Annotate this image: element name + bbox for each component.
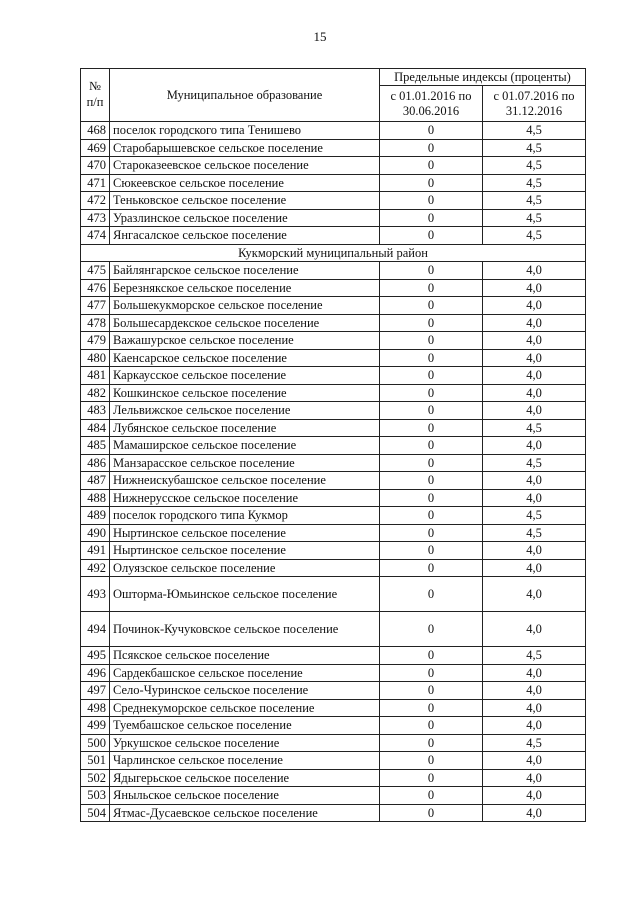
table-row xyxy=(81,122,586,140)
index-period-1: 0 xyxy=(380,437,483,455)
table-row xyxy=(81,804,586,822)
municipality-name: Ядыгерьское сельское поселение xyxy=(110,769,380,787)
municipality-name: Олуязское сельское поселение xyxy=(110,559,380,577)
table-row xyxy=(81,559,586,577)
index-period-1: 0 xyxy=(380,647,483,665)
index-period-1: 0 xyxy=(380,472,483,490)
index-period-1: 0 xyxy=(380,209,483,227)
index-period-1: 0 xyxy=(380,752,483,770)
table-row xyxy=(81,192,586,210)
table-row xyxy=(81,402,586,420)
municipality-name: Яныльское сельское поселение xyxy=(110,787,380,805)
row-number: 504 xyxy=(81,804,110,822)
municipality-name: Туембашское сельское поселение xyxy=(110,717,380,735)
table-row xyxy=(81,332,586,350)
municipality-name: Большесардекское сельское поселение xyxy=(110,314,380,332)
table-row xyxy=(81,279,586,297)
table-row xyxy=(81,367,586,385)
municipality-name: Ошторма-Юмьинское сельское поселение xyxy=(110,577,380,612)
municipality-name: Березнякское сельское поселение xyxy=(110,279,380,297)
index-period-2: 4,0 xyxy=(483,559,586,577)
municipality-name: поселок городского типа Тенишево xyxy=(110,122,380,140)
municipality-name: Чарлинское сельское поселение xyxy=(110,752,380,770)
municipality-name: Большекукморское сельское поселение xyxy=(110,297,380,315)
index-period-2: 4,5 xyxy=(483,139,586,157)
municipality-name: Сюкеевское сельское поселение xyxy=(110,174,380,192)
index-period-1: 0 xyxy=(380,664,483,682)
header-period-2: с 01.07.2016 по 31.12.2016 xyxy=(483,86,586,122)
index-period-2: 4,0 xyxy=(483,279,586,297)
index-period-1: 0 xyxy=(380,489,483,507)
page-number: 15 xyxy=(313,29,327,44)
table-row xyxy=(81,437,586,455)
header-indices: Предельные индексы (проценты) xyxy=(380,69,586,86)
municipality-name: Ныртинское сельское поселение xyxy=(110,524,380,542)
row-number: 479 xyxy=(81,332,110,350)
table-row xyxy=(81,699,586,717)
table-row xyxy=(81,419,586,437)
row-number: 494 xyxy=(81,612,110,647)
index-period-2: 4,5 xyxy=(483,192,586,210)
index-period-2: 4,0 xyxy=(483,402,586,420)
row-number: 481 xyxy=(81,367,110,385)
index-period-2: 4,0 xyxy=(483,489,586,507)
municipality-name: Уразлинское сельское поселение xyxy=(110,209,380,227)
table-row xyxy=(81,647,586,665)
index-period-1: 0 xyxy=(380,297,483,315)
index-period-2: 4,0 xyxy=(483,752,586,770)
section-title: Кукморский муниципальный район xyxy=(81,244,586,262)
table-row xyxy=(81,542,586,560)
municipality-name: Псякское сельское поселение xyxy=(110,647,380,665)
index-period-2: 4,5 xyxy=(483,734,586,752)
table-row xyxy=(81,524,586,542)
index-period-2: 4,0 xyxy=(483,612,586,647)
index-period-2: 4,0 xyxy=(483,664,586,682)
municipality-name: Манзарасское сельское поселение xyxy=(110,454,380,472)
municipality-name: Байлянгарское сельское поселение xyxy=(110,262,380,280)
index-period-1: 0 xyxy=(380,682,483,700)
header-period-1: с 01.01.2016 по 30.06.2016 xyxy=(380,86,483,122)
index-period-2: 4,0 xyxy=(483,577,586,612)
table-row xyxy=(81,314,586,332)
index-period-2: 4,0 xyxy=(483,699,586,717)
municipality-name: Каенсарское сельское поселение xyxy=(110,349,380,367)
row-number: 468 xyxy=(81,122,110,140)
table-row xyxy=(81,577,586,612)
municipality-name: Каркаусское сельское поселение xyxy=(110,367,380,385)
index-period-2: 4,0 xyxy=(483,367,586,385)
index-period-1: 0 xyxy=(380,192,483,210)
table-row xyxy=(81,717,586,735)
header-municipality: Муниципальное образование xyxy=(110,69,380,122)
row-number: 483 xyxy=(81,402,110,420)
index-period-1: 0 xyxy=(380,419,483,437)
row-number: 482 xyxy=(81,384,110,402)
index-period-1: 0 xyxy=(380,174,483,192)
row-number: 503 xyxy=(81,787,110,805)
row-number: 498 xyxy=(81,699,110,717)
index-period-1: 0 xyxy=(380,314,483,332)
table-row xyxy=(81,682,586,700)
table-row xyxy=(81,734,586,752)
indices-table xyxy=(80,68,586,822)
table-body xyxy=(81,122,586,822)
index-period-2: 4,0 xyxy=(483,262,586,280)
index-period-1: 0 xyxy=(380,384,483,402)
row-number: 501 xyxy=(81,752,110,770)
row-number: 474 xyxy=(81,227,110,245)
index-period-2: 4,0 xyxy=(483,332,586,350)
index-period-2: 4,0 xyxy=(483,542,586,560)
index-period-1: 0 xyxy=(380,787,483,805)
table-row xyxy=(81,157,586,175)
municipality-name: Среднекуморское сельское поселение xyxy=(110,699,380,717)
index-period-1: 0 xyxy=(380,454,483,472)
index-period-2: 4,5 xyxy=(483,507,586,525)
table-header xyxy=(81,69,586,122)
index-period-2: 4,5 xyxy=(483,209,586,227)
index-period-2: 4,5 xyxy=(483,419,586,437)
table-row xyxy=(81,384,586,402)
row-number: 491 xyxy=(81,542,110,560)
row-number: 495 xyxy=(81,647,110,665)
row-number: 473 xyxy=(81,209,110,227)
index-period-2: 4,0 xyxy=(483,297,586,315)
row-number: 499 xyxy=(81,717,110,735)
row-number: 476 xyxy=(81,279,110,297)
municipality-name: Ныртинское сельское поселение xyxy=(110,542,380,560)
index-period-2: 4,0 xyxy=(483,717,586,735)
index-period-2: 4,5 xyxy=(483,524,586,542)
municipality-name: Лубянское сельское поселение xyxy=(110,419,380,437)
index-period-2: 4,0 xyxy=(483,314,586,332)
table-row xyxy=(81,227,586,245)
table-row xyxy=(81,489,586,507)
municipality-name: Важашурское сельское поселение xyxy=(110,332,380,350)
row-number: 492 xyxy=(81,559,110,577)
row-number: 497 xyxy=(81,682,110,700)
index-period-2: 4,0 xyxy=(483,349,586,367)
municipality-name: Починок-Кучуковское сельское поселение xyxy=(110,612,380,647)
municipality-name: поселок городского типа Кукмор xyxy=(110,507,380,525)
index-period-1: 0 xyxy=(380,157,483,175)
table-row xyxy=(81,664,586,682)
index-period-1: 0 xyxy=(380,699,483,717)
table-row xyxy=(81,769,586,787)
index-period-2: 4,5 xyxy=(483,227,586,245)
row-number: 477 xyxy=(81,297,110,315)
index-period-1: 0 xyxy=(380,612,483,647)
row-number: 484 xyxy=(81,419,110,437)
index-period-1: 0 xyxy=(380,262,483,280)
table-row xyxy=(81,787,586,805)
index-period-1: 0 xyxy=(380,227,483,245)
table-row xyxy=(81,752,586,770)
municipality-name: Уркушское сельское поселение xyxy=(110,734,380,752)
row-number: 469 xyxy=(81,139,110,157)
municipality-name: Кошкинское сельское поселение xyxy=(110,384,380,402)
index-period-2: 4,0 xyxy=(483,769,586,787)
municipality-name: Нижнеискубашское сельское поселение xyxy=(110,472,380,490)
municipality-name: Старобарышевское сельское поселение xyxy=(110,139,380,157)
municipality-name: Мамаширское сельское поселение xyxy=(110,437,380,455)
header-number: № п/п xyxy=(81,69,110,122)
table-row xyxy=(81,174,586,192)
index-period-1: 0 xyxy=(380,349,483,367)
municipality-name: Староказеевское сельское поселение xyxy=(110,157,380,175)
table-row xyxy=(81,262,586,280)
index-period-2: 4,0 xyxy=(483,682,586,700)
index-period-1: 0 xyxy=(380,717,483,735)
row-number: 490 xyxy=(81,524,110,542)
index-period-2: 4,5 xyxy=(483,647,586,665)
index-period-1: 0 xyxy=(380,402,483,420)
index-period-1: 0 xyxy=(380,804,483,822)
table-row xyxy=(81,472,586,490)
row-number: 487 xyxy=(81,472,110,490)
municipality-name: Лельвижское сельское поселение xyxy=(110,402,380,420)
index-period-2: 4,0 xyxy=(483,384,586,402)
index-period-2: 4,5 xyxy=(483,122,586,140)
municipality-name: Теньковское сельское поселение xyxy=(110,192,380,210)
table-row xyxy=(81,209,586,227)
table-row xyxy=(81,612,586,647)
index-period-1: 0 xyxy=(380,367,483,385)
index-period-1: 0 xyxy=(380,769,483,787)
index-period-1: 0 xyxy=(380,122,483,140)
index-period-1: 0 xyxy=(380,542,483,560)
row-number: 489 xyxy=(81,507,110,525)
row-number: 480 xyxy=(81,349,110,367)
row-number: 472 xyxy=(81,192,110,210)
table-row xyxy=(81,507,586,525)
index-period-1: 0 xyxy=(380,524,483,542)
index-period-1: 0 xyxy=(380,577,483,612)
index-period-2: 4,5 xyxy=(483,174,586,192)
table-row xyxy=(81,454,586,472)
municipality-name: Янгасалское сельское поселение xyxy=(110,227,380,245)
table-row xyxy=(81,139,586,157)
row-number: 470 xyxy=(81,157,110,175)
table-row xyxy=(81,297,586,315)
row-number: 500 xyxy=(81,734,110,752)
index-period-1: 0 xyxy=(380,507,483,525)
table-row xyxy=(81,349,586,367)
row-number: 496 xyxy=(81,664,110,682)
index-period-2: 4,5 xyxy=(483,157,586,175)
municipality-name: Сардекбашское сельское поселение xyxy=(110,664,380,682)
row-number: 478 xyxy=(81,314,110,332)
index-period-2: 4,0 xyxy=(483,472,586,490)
municipality-name: Нижнерусское сельское поселение xyxy=(110,489,380,507)
index-period-2: 4,0 xyxy=(483,804,586,822)
index-period-1: 0 xyxy=(380,279,483,297)
index-period-1: 0 xyxy=(380,734,483,752)
municipality-name: Ятмас-Дусаевское сельское поселение xyxy=(110,804,380,822)
index-period-1: 0 xyxy=(380,332,483,350)
row-number: 502 xyxy=(81,769,110,787)
row-number: 471 xyxy=(81,174,110,192)
row-number: 486 xyxy=(81,454,110,472)
index-period-2: 4,0 xyxy=(483,437,586,455)
index-period-2: 4,5 xyxy=(483,454,586,472)
row-number: 485 xyxy=(81,437,110,455)
row-number: 493 xyxy=(81,577,110,612)
index-period-1: 0 xyxy=(380,559,483,577)
row-number: 488 xyxy=(81,489,110,507)
row-number: 475 xyxy=(81,262,110,280)
municipality-name: Село-Чуринское сельское поселение xyxy=(110,682,380,700)
index-period-2: 4,0 xyxy=(483,787,586,805)
index-period-1: 0 xyxy=(380,139,483,157)
section-row xyxy=(81,244,586,262)
